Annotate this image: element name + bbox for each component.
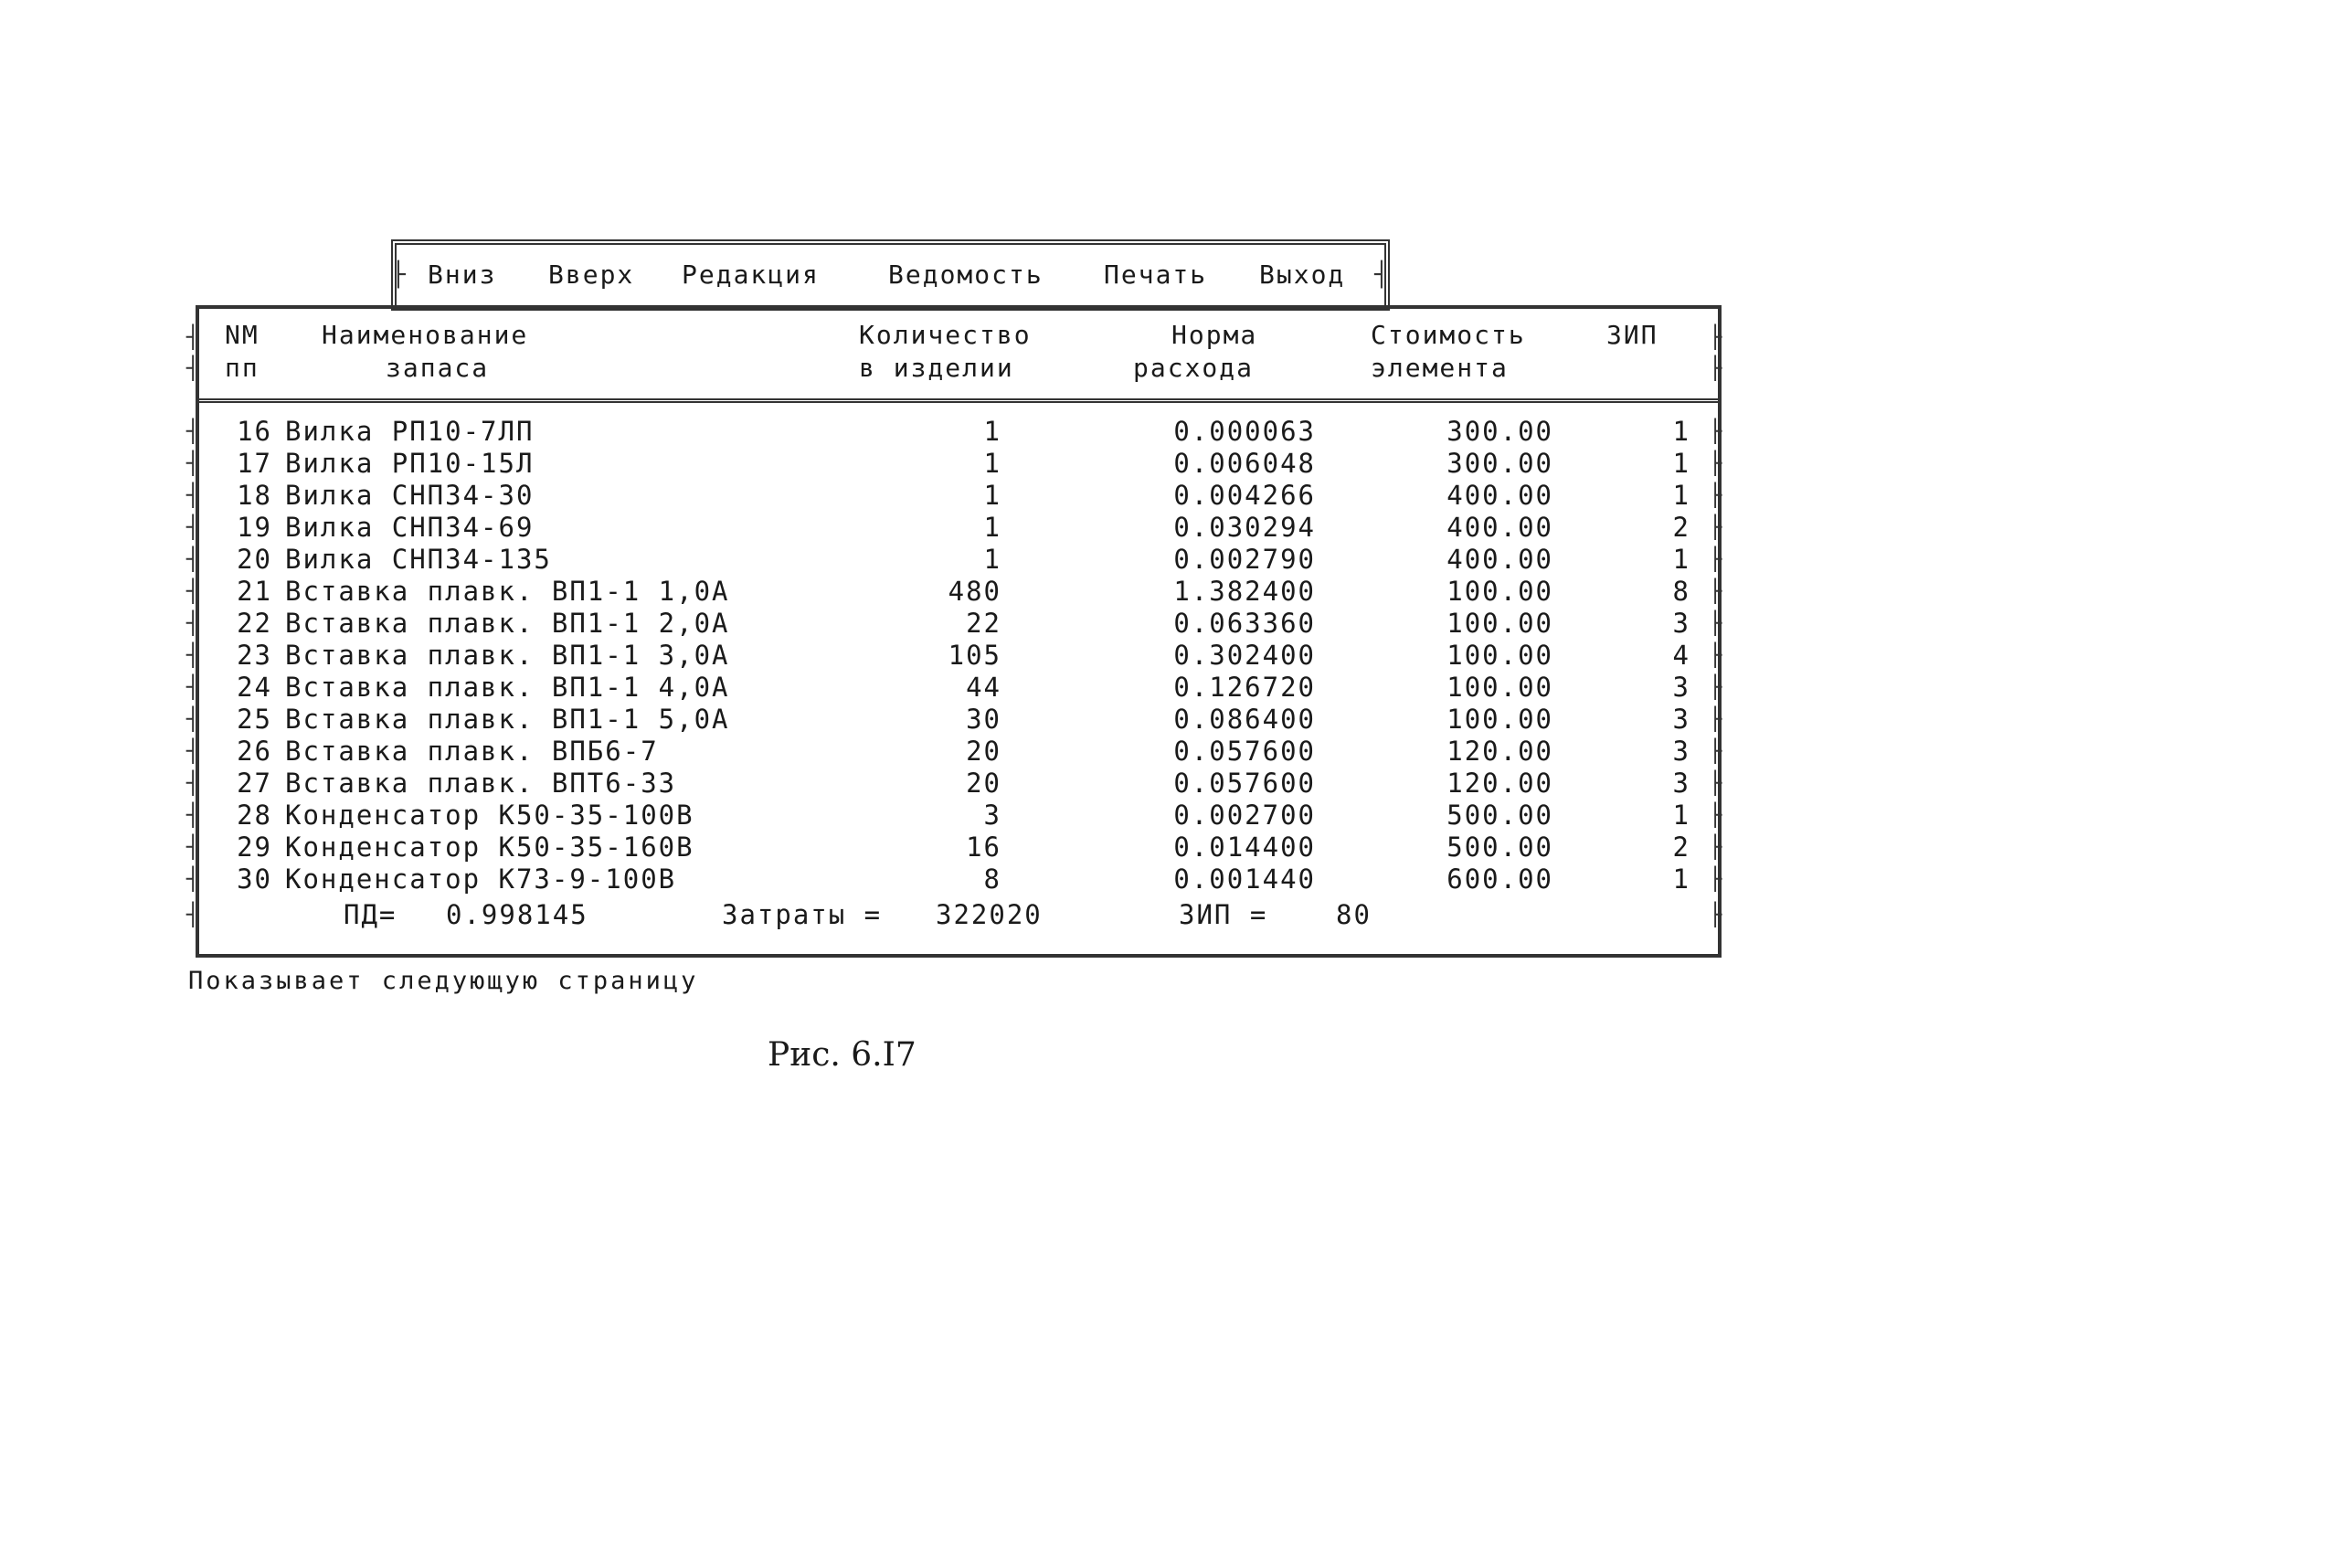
menu-right-tick: ┤	[1374, 261, 1389, 289]
menu-item-up[interactable]: Вверх	[548, 260, 635, 290]
menu-item-down[interactable]: Вниз	[428, 260, 497, 290]
table-row[interactable]: ┤ 24 Вставка плавк. ВП1-1 4,0А 44 0.126720 100.00 3 ├	[186, 672, 1722, 703]
menu-item-statement[interactable]: Ведомость	[888, 260, 1044, 290]
menu-item-exit[interactable]: Выход	[1259, 260, 1346, 290]
table-row[interactable]: ┤ 30 Конденсатор К73-9-100В 8 0.001440 600.00 1 ├	[186, 863, 1722, 895]
header-divider	[196, 398, 1722, 403]
header-nn-2: пп	[225, 353, 260, 383]
table-row[interactable]: ┤ 18 Вилка СНП34-30 1 0.004266 400.00 1 ├	[186, 480, 1722, 511]
table-row[interactable]: ┤ 17 Вилка РП10-15Л 1 0.006048 300.00 1 ├	[186, 448, 1722, 479]
table-row[interactable]: ┤ 27 Вставка плавк. ВПТ6-33 20 0.057600 120.00 3 ├	[186, 768, 1722, 799]
table-row[interactable]: ┤ 21 Вставка плавк. ВП1-1 1,0А 480 1.382400 100.00 8 ├	[186, 576, 1722, 607]
menu-left-tick: ├	[391, 261, 406, 289]
header-qty: Количество	[859, 320, 1032, 350]
header-cost: Стоимость	[1371, 320, 1526, 350]
table-row[interactable]: ┤ 19 Вилка СНП34-69 1 0.030294 400.00 2 ├	[186, 512, 1722, 543]
table-row[interactable]: ┤ 23 Вставка плавк. ВП1-1 3,0А 105 0.302400 100.00 4 ├	[186, 640, 1722, 671]
table-row[interactable]: ┤ 29 Конденсатор К50-35-160В 16 0.014400 500.00 2 ├	[186, 832, 1722, 863]
table-row[interactable]: ┤ 20 Вилка СНП34-135 1 0.002790 400.00 1 ├	[186, 544, 1722, 575]
menu-item-edit[interactable]: Редакция	[682, 260, 820, 290]
header-right-tick-2: ├	[1709, 355, 1722, 381]
header-left-tick-2: ┤	[186, 355, 200, 381]
pd-label: ПД=	[344, 899, 397, 930]
header-norm-2: расхода	[1133, 353, 1255, 383]
zip-total-value: 80	[1336, 899, 1372, 930]
table-row[interactable]: ┤ 28 Конденсатор К50-35-100В 3 0.002700 500.00 1 ├	[186, 800, 1722, 831]
header-name: Наименование	[322, 320, 529, 350]
header-zip: ЗИП	[1606, 320, 1658, 350]
header-qty-2: в изделии	[859, 353, 1014, 383]
figure-caption: Рис. 6.I7	[768, 1036, 917, 1074]
table-row[interactable]: ┤ 25 Вставка плавк. ВП1-1 5,0А 30 0.086400 100.00 3 ├	[186, 704, 1722, 735]
header-left-tick: ┤	[186, 324, 200, 350]
menu-item-print[interactable]: Печать	[1104, 260, 1208, 290]
table-row[interactable]: ┤ 22 Вставка плавк. ВП1-1 2,0А 22 0.063360 100.00 3 ├	[186, 608, 1722, 639]
table-row[interactable]: ┤ 16 Вилка РП10-7ЛП 1 0.000063 300.00 1 ├	[186, 416, 1722, 447]
header-norm: Норма	[1171, 320, 1258, 350]
header-name-2: запаса	[386, 353, 490, 383]
header-nn: NM	[225, 320, 260, 350]
header-cost-2: элемента	[1371, 353, 1509, 383]
cost-total-value: 322020	[936, 899, 1043, 930]
status-line: Показывает следующую страницу	[188, 967, 699, 995]
header-right-tick: ├	[1709, 324, 1722, 350]
menu-bar	[391, 239, 1390, 311]
pd-value: 0.998145	[446, 899, 588, 930]
zip-total-label: ЗИП =	[1179, 899, 1268, 930]
table-row[interactable]: ┤ 26 Вставка плавк. ВПБ6-7 20 0.057600 120.00 3 ├	[186, 736, 1722, 767]
cost-total-label: Затраты =	[722, 899, 883, 930]
